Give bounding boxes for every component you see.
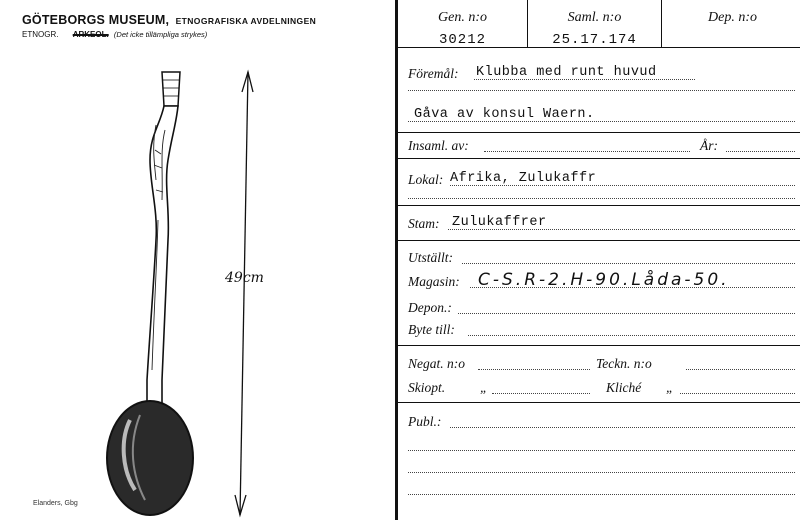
- dep-label: Dep. n:o: [708, 10, 757, 25]
- saml-label: Saml. n:o: [567, 10, 622, 25]
- museum-name: GÖTEBORGS MUSEUM,: [22, 13, 170, 27]
- skiopt-label: Skiopt.: [408, 380, 446, 395]
- stam-label: Stam:: [408, 216, 440, 231]
- depon-row: [408, 298, 795, 316]
- lokal-extra-line: [408, 198, 795, 199]
- gen-value: 30212: [438, 32, 486, 48]
- foremal-label: Föremål:: [408, 66, 459, 81]
- measure-label: 49cm: [225, 270, 264, 286]
- foremal-row: [408, 64, 795, 82]
- magasin-row: [408, 272, 795, 290]
- object-drawing-panel: [0, 0, 395, 520]
- insaml-row: [408, 136, 795, 154]
- magasin-value: C-S.R-2.H-90.Låda-50.: [478, 270, 730, 290]
- depon-label: Depon.:: [408, 300, 452, 315]
- lokal-label: Lokal:: [408, 172, 444, 187]
- lokal-row: [408, 170, 795, 188]
- gava-row: [408, 106, 795, 124]
- byte-label: Byte till:: [408, 322, 455, 337]
- measure-line: [240, 72, 248, 515]
- strike-note: (Det icke tillämpliga strykes): [113, 30, 208, 39]
- ar-label: År:: [700, 138, 718, 153]
- publ-line-2: [408, 450, 795, 451]
- foremal-extra-line: [408, 90, 795, 91]
- byte-row: [408, 320, 795, 338]
- lokal-value: Afrika, Zulukaffr: [450, 171, 597, 186]
- publ-line-3: [408, 472, 795, 473]
- kliche-quote: „: [666, 380, 674, 395]
- utstallt-row: [408, 248, 795, 266]
- skiopt-row: [408, 378, 795, 396]
- magasin-label: Magasin:: [408, 274, 460, 289]
- stam-value: Zulukaffrer: [452, 215, 547, 230]
- printer-credit: Elanders, Gbg: [33, 500, 78, 507]
- gava-value: Gåva av konsul Waern.: [414, 107, 595, 122]
- dep-number-cell: [662, 0, 800, 48]
- club-drawing: [0, 0, 395, 520]
- struck-word: ARKEOL.: [72, 30, 109, 39]
- utstallt-label: Utställt:: [408, 250, 454, 265]
- skiopt-quote: „: [480, 380, 488, 395]
- club-head: [107, 401, 193, 515]
- saml-number-cell: [528, 0, 662, 48]
- insaml-label: Insaml. av:: [408, 138, 469, 153]
- catalogue-card: [395, 0, 800, 520]
- stam-row: [408, 214, 795, 232]
- club-cap: [162, 72, 180, 106]
- etnogr-label: ETNOGR.: [22, 30, 59, 39]
- teckn-label: Teckn. n:o: [596, 356, 652, 371]
- department-name: ETNOGRAFISKA AVDELNINGEN: [175, 16, 317, 26]
- gen-label: Gen. n:o: [438, 10, 487, 25]
- negat-label: Negat. n:o: [408, 356, 465, 371]
- publ-line-4: [408, 494, 795, 495]
- saml-value: 25.17.174: [552, 32, 637, 48]
- foremal-value: Klubba med runt huvud: [476, 65, 657, 80]
- kliche-label: Kliché: [606, 380, 642, 395]
- negat-row: [408, 354, 795, 372]
- publ-label: Publ.:: [408, 414, 442, 429]
- publ-row: [408, 412, 795, 430]
- gen-number-cell: [398, 0, 528, 48]
